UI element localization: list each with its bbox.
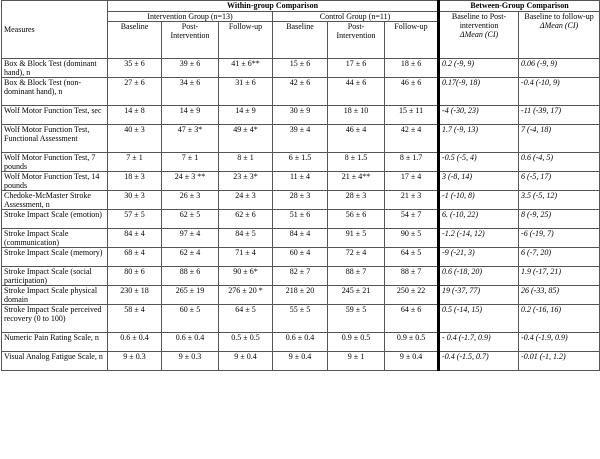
- int-baseline-cell: 27 ± 6: [108, 78, 162, 106]
- ctl-baseline-cell: 39 ± 4: [273, 125, 328, 153]
- ctl-post-cell: 44 ± 6: [328, 78, 385, 106]
- int-followup-cell: 90 ± 6*: [219, 267, 273, 286]
- int-followup-cell: 0.5 ± 0.5: [219, 333, 273, 352]
- table-row: [2, 267, 600, 286]
- int-baseline-cell: 30 ± 3: [108, 191, 162, 210]
- int-post-cell: 62 ± 4: [162, 248, 219, 267]
- delta-post-header: [439, 12, 519, 59]
- int-post-header: Post-Intervention: [162, 22, 219, 59]
- int-followup-cell: 41 ± 6**: [219, 59, 273, 78]
- measure-label: Stroke Impact Scale perceived recovery (0 to 100): [2, 305, 108, 333]
- int-baseline-cell: 9 ± 0.3: [108, 352, 162, 371]
- delta-post-cell: -1.2 (-14, 12): [439, 229, 519, 248]
- delta-follow-cell: 7 (-4, 18): [519, 125, 600, 153]
- delta-post-cell: 0.2 (-9, 9): [439, 59, 519, 78]
- ctl-followup-cell: 9 ± 0.4: [385, 352, 439, 371]
- int-baseline-cell: 80 ± 6: [108, 267, 162, 286]
- delta-follow-header-text: Baseline to follow-up: [524, 12, 594, 21]
- int-followup-cell: 276 ± 20 *: [219, 286, 273, 305]
- table-row: [2, 248, 600, 267]
- delta-post-cell: -0.5 (-5, 4): [439, 153, 519, 172]
- ctl-post-header: Post-Intervention: [328, 22, 385, 59]
- measure-label: Box & Block Test (non-dominant hand), n: [2, 78, 108, 106]
- int-baseline-cell: 35 ± 6: [108, 59, 162, 78]
- table-row: [2, 125, 600, 153]
- delta-follow-header: [519, 12, 600, 59]
- measure-label: Box & Block Test (dominant hand), n: [2, 59, 108, 78]
- ctl-followup-cell: 250 ± 22: [385, 286, 439, 305]
- ctl-baseline-cell: 6 ± 1.5: [273, 153, 328, 172]
- measure-label: Wolf Motor Function Test, 14 pounds: [2, 172, 108, 191]
- ctl-post-cell: 91 ± 5: [328, 229, 385, 248]
- ctl-baseline-cell: 55 ± 5: [273, 305, 328, 333]
- delta-follow-cell: -11 (-39, 17): [519, 106, 600, 125]
- ctl-post-cell: 46 ± 4: [328, 125, 385, 153]
- int-post-cell: 60 ± 5: [162, 305, 219, 333]
- int-followup-cell: 23 ± 3*: [219, 172, 273, 191]
- delta-post-cell: 0.17(-9, 18): [439, 78, 519, 106]
- int-baseline-cell: 0.6 ± 0.4: [108, 333, 162, 352]
- measure-label: Chedoke-McMaster Stroke Assessment, n: [2, 191, 108, 210]
- delta-post-cell: -0.4 (-1.5, 0.7): [439, 352, 519, 371]
- ctl-post-cell: 17 ± 6: [328, 59, 385, 78]
- int-post-cell: 14 ± 9: [162, 106, 219, 125]
- ctl-post-cell: 21 ± 4**: [328, 172, 385, 191]
- ctl-followup-cell: 42 ± 4: [385, 125, 439, 153]
- delta-follow-cell: 1.9 (-17, 21): [519, 267, 600, 286]
- table-row: [2, 59, 600, 78]
- table-row: [2, 153, 600, 172]
- ctl-post-cell: 28 ± 3: [328, 191, 385, 210]
- int-baseline-cell: 68 ± 4: [108, 248, 162, 267]
- measure-label: Wolf Motor Function Test, Functional Assessment: [2, 125, 108, 153]
- delta-post-cell: 1.7 (-9, 13): [439, 125, 519, 153]
- measure-label: Stroke Impact Scale (communication): [2, 229, 108, 248]
- int-followup-cell: 9 ± 0.4: [219, 352, 273, 371]
- ctl-baseline-cell: 60 ± 4: [273, 248, 328, 267]
- ctl-baseline-cell: 30 ± 9: [273, 106, 328, 125]
- ctl-followup-cell: 8 ± 1.7: [385, 153, 439, 172]
- delta-follow-cell: 6 (-7, 20): [519, 248, 600, 267]
- int-followup-header: Follow-up: [219, 22, 273, 59]
- ctl-followup-header: Follow-up: [385, 22, 439, 59]
- int-post-cell: 24 ± 3 **: [162, 172, 219, 191]
- delta-post-cell: 0.5 (-14, 15): [439, 305, 519, 333]
- int-post-cell: 9 ± 0.3: [162, 352, 219, 371]
- int-post-cell: 47 ± 3*: [162, 125, 219, 153]
- int-post-cell: 7 ± 1: [162, 153, 219, 172]
- delta-post-cell: - 0.4 (-1.7, 0.9): [439, 333, 519, 352]
- measure-label: Stroke Impact Scale (memory): [2, 248, 108, 267]
- within-group-header: Within-group Comparison: [108, 1, 439, 12]
- delta-follow-cell: -0.01 (-1, 1.2): [519, 352, 600, 371]
- table-row: [2, 210, 600, 229]
- table-row: [2, 352, 600, 371]
- int-post-cell: 62 ± 5: [162, 210, 219, 229]
- delta-post-cell: -4 (-30, 23): [439, 106, 519, 125]
- ctl-baseline-header: Baseline: [273, 22, 328, 59]
- int-baseline-header: Baseline: [108, 22, 162, 59]
- delta-post-cell: -9 (-21, 3): [439, 248, 519, 267]
- ctl-post-cell: 18 ± 10: [328, 106, 385, 125]
- int-baseline-cell: 84 ± 4: [108, 229, 162, 248]
- measure-label: Wolf Motor Function Test, 7 pounds: [2, 153, 108, 172]
- table-row: [2, 286, 600, 305]
- ctl-followup-cell: 90 ± 5: [385, 229, 439, 248]
- ctl-followup-cell: 17 ± 4: [385, 172, 439, 191]
- ctl-followup-cell: 18 ± 6: [385, 59, 439, 78]
- int-followup-cell: 14 ± 9: [219, 106, 273, 125]
- ctl-baseline-cell: 9 ± 0.4: [273, 352, 328, 371]
- ctl-post-cell: 72 ± 4: [328, 248, 385, 267]
- ctl-baseline-cell: 42 ± 6: [273, 78, 328, 106]
- int-baseline-cell: 230 ± 18: [108, 286, 162, 305]
- ctl-followup-cell: 64 ± 6: [385, 305, 439, 333]
- delta-post-header-text: Baseline to Post-intervention: [451, 12, 507, 30]
- delta-follow-header-unit: ΔMean (CI): [539, 21, 579, 30]
- int-followup-cell: 49 ± 4*: [219, 125, 273, 153]
- ctl-post-cell: 9 ± 1: [328, 352, 385, 371]
- table-row: [2, 229, 600, 248]
- between-group-header: Between-Group Comparison: [439, 1, 600, 12]
- delta-post-cell: 0.6 (-18, 20): [439, 267, 519, 286]
- table-row: [2, 172, 600, 191]
- ctl-post-cell: 56 ± 6: [328, 210, 385, 229]
- delta-post-cell: 3 (-8, 14): [439, 172, 519, 191]
- int-followup-cell: 24 ± 3: [219, 191, 273, 210]
- int-baseline-cell: 7 ± 1: [108, 153, 162, 172]
- delta-post-header-unit: ΔMean (CI): [459, 30, 499, 39]
- measure-label: Wolf Motor Function Test, sec: [2, 106, 108, 125]
- measure-label: Stroke Impact Scale physical domain: [2, 286, 108, 305]
- ctl-post-cell: 8 ± 1.5: [328, 153, 385, 172]
- delta-follow-cell: 0.06 (-9, 9): [519, 59, 600, 78]
- int-followup-cell: 31 ± 6: [219, 78, 273, 106]
- int-baseline-cell: 40 ± 3: [108, 125, 162, 153]
- ctl-followup-cell: 21 ± 3: [385, 191, 439, 210]
- delta-post-cell: 19 (-37, 77): [439, 286, 519, 305]
- ctl-baseline-cell: 51 ± 6: [273, 210, 328, 229]
- int-followup-cell: 64 ± 5: [219, 305, 273, 333]
- intervention-group-header: Intervention Group (n=13): [108, 12, 273, 22]
- measures-header: Measures: [2, 1, 108, 59]
- ctl-baseline-cell: 82 ± 7: [273, 267, 328, 286]
- ctl-post-cell: 245 ± 21: [328, 286, 385, 305]
- ctl-followup-cell: 15 ± 11: [385, 106, 439, 125]
- table-row: [2, 305, 600, 333]
- int-post-cell: 39 ± 6: [162, 59, 219, 78]
- delta-follow-cell: -0.4 (-10, 9): [519, 78, 600, 106]
- ctl-followup-cell: 0.9 ± 0.5: [385, 333, 439, 352]
- results-table: [1, 0, 600, 371]
- int-followup-cell: 84 ± 5: [219, 229, 273, 248]
- delta-follow-cell: 6 (-5, 17): [519, 172, 600, 191]
- table-row: [2, 333, 600, 352]
- ctl-followup-cell: 54 ± 7: [385, 210, 439, 229]
- int-post-cell: 26 ± 3: [162, 191, 219, 210]
- int-post-cell: 0.6 ± 0.4: [162, 333, 219, 352]
- delta-follow-cell: 3.5 (-5, 12): [519, 191, 600, 210]
- delta-follow-cell: 0.2 (-16, 16): [519, 305, 600, 333]
- delta-post-cell: -1 (-10, 8): [439, 191, 519, 210]
- ctl-followup-cell: 64 ± 5: [385, 248, 439, 267]
- int-followup-cell: 71 ± 4: [219, 248, 273, 267]
- ctl-post-cell: 88 ± 7: [328, 267, 385, 286]
- table-row: [2, 78, 600, 106]
- table-row: [2, 106, 600, 125]
- int-post-cell: 88 ± 6: [162, 267, 219, 286]
- delta-post-cell: 6. (-10, 22): [439, 210, 519, 229]
- measure-label: Numeric Pain Rating Scale, n: [2, 333, 108, 352]
- delta-follow-cell: 0.6 (-4, 5): [519, 153, 600, 172]
- delta-follow-cell: 26 (-33, 85): [519, 286, 600, 305]
- measure-label: Stroke Impact Scale (emotion): [2, 210, 108, 229]
- int-followup-cell: 62 ± 6: [219, 210, 273, 229]
- ctl-baseline-cell: 84 ± 4: [273, 229, 328, 248]
- measure-label: Visual Analog Fatigue Scale, n: [2, 352, 108, 371]
- ctl-baseline-cell: 28 ± 3: [273, 191, 328, 210]
- ctl-baseline-cell: 218 ± 20: [273, 286, 328, 305]
- ctl-baseline-cell: 11 ± 4: [273, 172, 328, 191]
- table-row: [2, 191, 600, 210]
- ctl-post-cell: 0.9 ± 0.5: [328, 333, 385, 352]
- int-baseline-cell: 14 ± 8: [108, 106, 162, 125]
- int-post-cell: 97 ± 4: [162, 229, 219, 248]
- delta-follow-cell: -6 (-19, 7): [519, 229, 600, 248]
- delta-follow-cell: -0.4 (-1.9, 0.9): [519, 333, 600, 352]
- int-baseline-cell: 57 ± 5: [108, 210, 162, 229]
- int-post-cell: 265 ± 19: [162, 286, 219, 305]
- control-group-header: Control Group (n=11): [273, 12, 439, 22]
- ctl-followup-cell: 46 ± 6: [385, 78, 439, 106]
- ctl-followup-cell: 88 ± 7: [385, 267, 439, 286]
- int-baseline-cell: 58 ± 4: [108, 305, 162, 333]
- delta-follow-cell: 8 (-9, 25): [519, 210, 600, 229]
- ctl-post-cell: 59 ± 5: [328, 305, 385, 333]
- measure-label: Stroke Impact Scale (social participation): [2, 267, 108, 286]
- ctl-baseline-cell: 0.6 ± 0.4: [273, 333, 328, 352]
- int-followup-cell: 8 ± 1: [219, 153, 273, 172]
- int-post-cell: 34 ± 6: [162, 78, 219, 106]
- ctl-baseline-cell: 15 ± 6: [273, 59, 328, 78]
- int-baseline-cell: 18 ± 3: [108, 172, 162, 191]
